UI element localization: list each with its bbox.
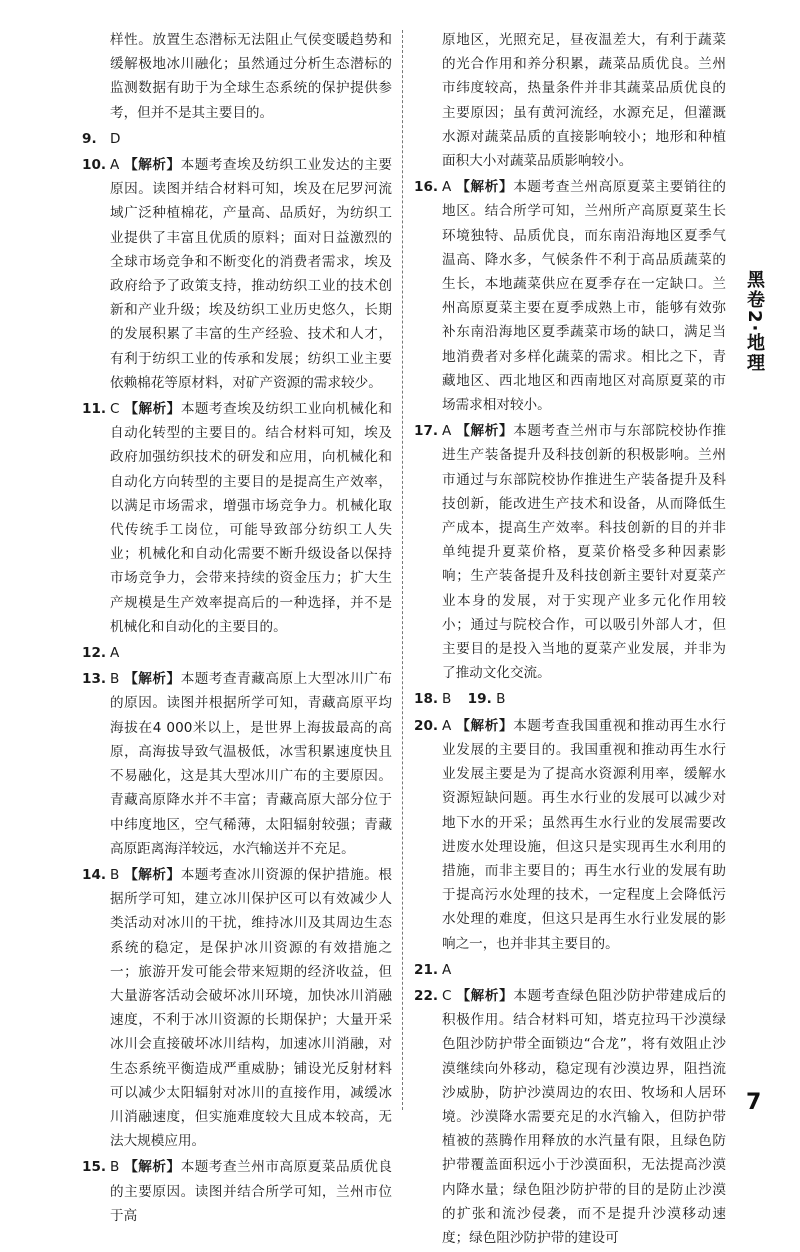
question-number: 9.: [82, 130, 97, 147]
answer-letter: C: [442, 987, 452, 1004]
question-number: 13.: [82, 671, 107, 688]
continuation-paragraph: 样性。放置生态潜标无法阻止气侯变暖趋势和缓解极地冰川融化；虽然通过分析生态潜标的监测数据有助于为全球生态系统的保护提供参考，但并不是其主要目的。: [110, 32, 392, 121]
question-number: 21.: [414, 961, 439, 978]
analysis-text: 本题考查埃及纺织工业向机械化和自动化转型的主要目的。结合材料可知，埃及政府加强纺织技术的研发和应用，向机械化和自动化方向转型的主要目的是提高生产效率，以满足市场需求，增强市场竞争力。机械化取代传统手工岗位，可能导致部分纺织工人失业；机械化和自动化需要不断升级设备以保持市场竞争力，会带来持续的资金压力；扩大生产规模是生产效率提高后的一种选择，并不是机械化和自动化的主要目的。: [110, 401, 393, 635]
question-number: 11.: [82, 401, 107, 418]
analysis-tag: 【解析】: [456, 717, 514, 734]
answer-letter: B: [442, 691, 452, 708]
answer-letter: A: [442, 961, 452, 978]
answer-item-9: [82, 127, 392, 151]
answer-letter: A: [442, 423, 452, 440]
answer-letter: B: [110, 866, 120, 883]
answer-item-12: [82, 641, 392, 665]
analysis-text: 本题考查冰川资源的保护措施。根据所学可知，建立冰川保护区可以有效减少人类活动对冰川的干扰，维持冰川及其周边生态系统的稳定，是保护冰川资源的有效措施之一；旅游开发可能会带来短期的经济收益，但大量游客活动会破坏冰川环境，加快冰川消融速度，不利于冰川资源的长期保护；大量开采冰川会直接破坏冰川结构，加速冰川消融，对生态系统平衡造成严重威胁；铺设光反射材料可以减少太阳辐射对冰川的直接作用，减缓冰川消融速度，但实施难度较大且成本较高，无法大规模应用。: [110, 866, 393, 1150]
answer-item-17: [414, 419, 726, 685]
question-number: 20.: [414, 717, 439, 734]
question-number: 18.: [414, 691, 439, 708]
analysis-tag: 【解析】: [124, 401, 181, 418]
analysis-text: 本题考查兰州市与东部院校协作推进生产装备提升及科技创新的积极影响。兰州市通过与东部院校协作推进生产装备提升及科技创新，能改进生产技术和设备，从而降低生产成本，提高生产效率。科技创新的目的并非单纯提升夏菜价格，夏菜价格受多种因素影响；生产装备提升及科技创新主要针对夏菜产业本身的发展，对于实现产业多元化作用较小；通过与院校合作，可以吸引外部人才，但主要目的是投入当地的夏菜产业发展，并非为了推动文化交流。: [442, 423, 727, 682]
analysis-text: 本题考查我国重视和推动再生水行业发展的主要目的。我国重视和推动再生水行业发展主要是为了提高水资源利用率，缓解水资源短缺问题。再生水行业的发展可以减少对地下水的开采；虽然再生水行业的发展需要改进废水处理设施，但这只是实现再生水利用的措施，而非主要目的；再生水行业的发展有助于提高污水处理的技术，一定程度上会降低污水处理的难度，但这只是再生水行业发展的影响之一，也并非其主要目的。: [442, 717, 727, 952]
question-number: 19.: [467, 691, 492, 708]
answer-letter: A: [442, 717, 452, 734]
question-number: 15.: [82, 1159, 107, 1176]
answer-item-20: [414, 714, 726, 956]
question-number: 12.: [82, 645, 107, 662]
analysis-tag: 【解析】: [124, 866, 181, 883]
answer-item-13: [82, 667, 392, 861]
question-number: 14.: [82, 866, 107, 883]
question-number: 16.: [414, 179, 439, 196]
answer-letter: A: [110, 157, 120, 174]
answer-letter: B: [110, 1159, 120, 1176]
answer-item-15: [82, 1155, 392, 1228]
answer-letter: C: [110, 401, 120, 418]
answer-item-10: [82, 153, 392, 395]
analysis-tag: 【解析】: [456, 179, 514, 196]
side-section-label: 黑卷2·地理: [744, 270, 765, 374]
analysis-tag: 【解析】: [124, 1159, 181, 1176]
question-number: 17.: [414, 423, 439, 440]
answer-letter: D: [110, 130, 121, 147]
analysis-tag: 【解析】: [124, 157, 181, 174]
analysis-tag: 【解析】: [124, 671, 181, 688]
question-number: 10.: [82, 157, 107, 174]
analysis-text: 本题考查青藏高原上大型冰川广布的原因。读图并根据所学可知，青藏高原平均海拔在4 000米以上，是世界上海拔最高的高原，高海拔导致气温极低，冰雪积累速度快且不易融化，这是其大型冰川广布的主要原因。青藏高原降水并不丰富；青藏高原大部分位于中纬度地区，空气稀薄，太阳辐射较强；青藏高原距离海洋较远，水汽输送并不充足。: [110, 671, 393, 857]
answer-item-16: [414, 175, 726, 417]
answer-item-22: [414, 984, 726, 1250]
analysis-text: 本题考查绿色阻沙防护带建成后的积极作用。结合材料可知，塔克拉玛干沙漠绿色阻沙防护带全面锁边“合龙”，将有效阻止沙漠继续向外移动，稳定现有沙漠边界，阻挡流沙威胁，防护沙漠周边的农田、牧场和人居环境。沙漠降水需要充足的水汽输入，但防护带植被的蒸腾作用释放的水汽量有限，且绿色防护带覆盖面积远小于沙漠面积，无法提高沙漠内降水量；绿色阻沙防护带的目的是防止沙漠的扩张和流沙侵袭，而不是提升沙漠移动速度；绿色阻沙防护带的建设可: [442, 987, 727, 1246]
analysis-text: 本题考查埃及纺织工业发达的主要原因。读图并结合材料可知，埃及在尼罗河流域广泛种植棉花，产量高、品质好，为纺织工业提供了丰富且优质的原料；面对日益激烈的全球市场竞争和不断变化的消费者需求，埃及政府给予了政策支持，推动纺织工业的技术创新和产业升级；埃及纺织工业历史悠久，长期的发展积累了丰富的生产经验、技术和人才，有利于纺织工业的传承和发展；纺织工业主要依赖棉花等原材料，对矿产资源的需求较少。: [110, 157, 393, 391]
column-divider: [402, 30, 403, 1110]
answer-item-21: [414, 958, 726, 982]
analysis-text: 本题考查兰州市高原夏菜品质优良的主要原因。读图并结合所学可知，兰州市位于高: [110, 1159, 393, 1224]
analysis-tag: 【解析】: [456, 423, 514, 440]
continuation-paragraph: 原地区，光照充足，昼夜温差大，有利于蔬菜的光合作用和养分积累，蔬菜品质优良。兰州市纬度较高，热量条件并非其蔬菜品质优良的主要原因；虽有黄河流经，水源充足，但灌溉水源对蔬菜品质的直接影响较小；地形和种植面积大小对蔬菜品质影响较小。: [442, 32, 726, 170]
answer-letter: B: [110, 671, 120, 688]
analysis-text: 本题考查兰州高原夏菜主要销往的地区。结合所学可知，兰州所产高原夏菜生长环境独特、品质优良，而东南沿海地区夏季气温高、降水多，气候条件不利于高品质蔬菜的生长，本地蔬菜供应在夏季存在一定缺口。兰州高原夏菜主要在夏季成熟上市，能够有效弥补东南沿海地区夏季蔬菜市场的缺口，满足当地消费者对多样化蔬菜的需求。相比之下，青藏地区、西北地区和西南地区对高原夏菜的市场需求相对较小。: [442, 179, 727, 414]
left-column: [82, 28, 392, 1230]
page-number: 7: [746, 1090, 762, 1115]
right-column: [414, 28, 726, 1252]
answer-letter: B: [496, 691, 506, 708]
answer-letter: A: [442, 179, 452, 196]
answer-item-18-19: [414, 687, 726, 711]
answer-item-11: [82, 397, 392, 639]
question-number: 22.: [414, 987, 439, 1004]
answer-letter: A: [110, 645, 120, 662]
analysis-tag: 【解析】: [456, 987, 514, 1004]
answer-item-14: [82, 863, 392, 1153]
